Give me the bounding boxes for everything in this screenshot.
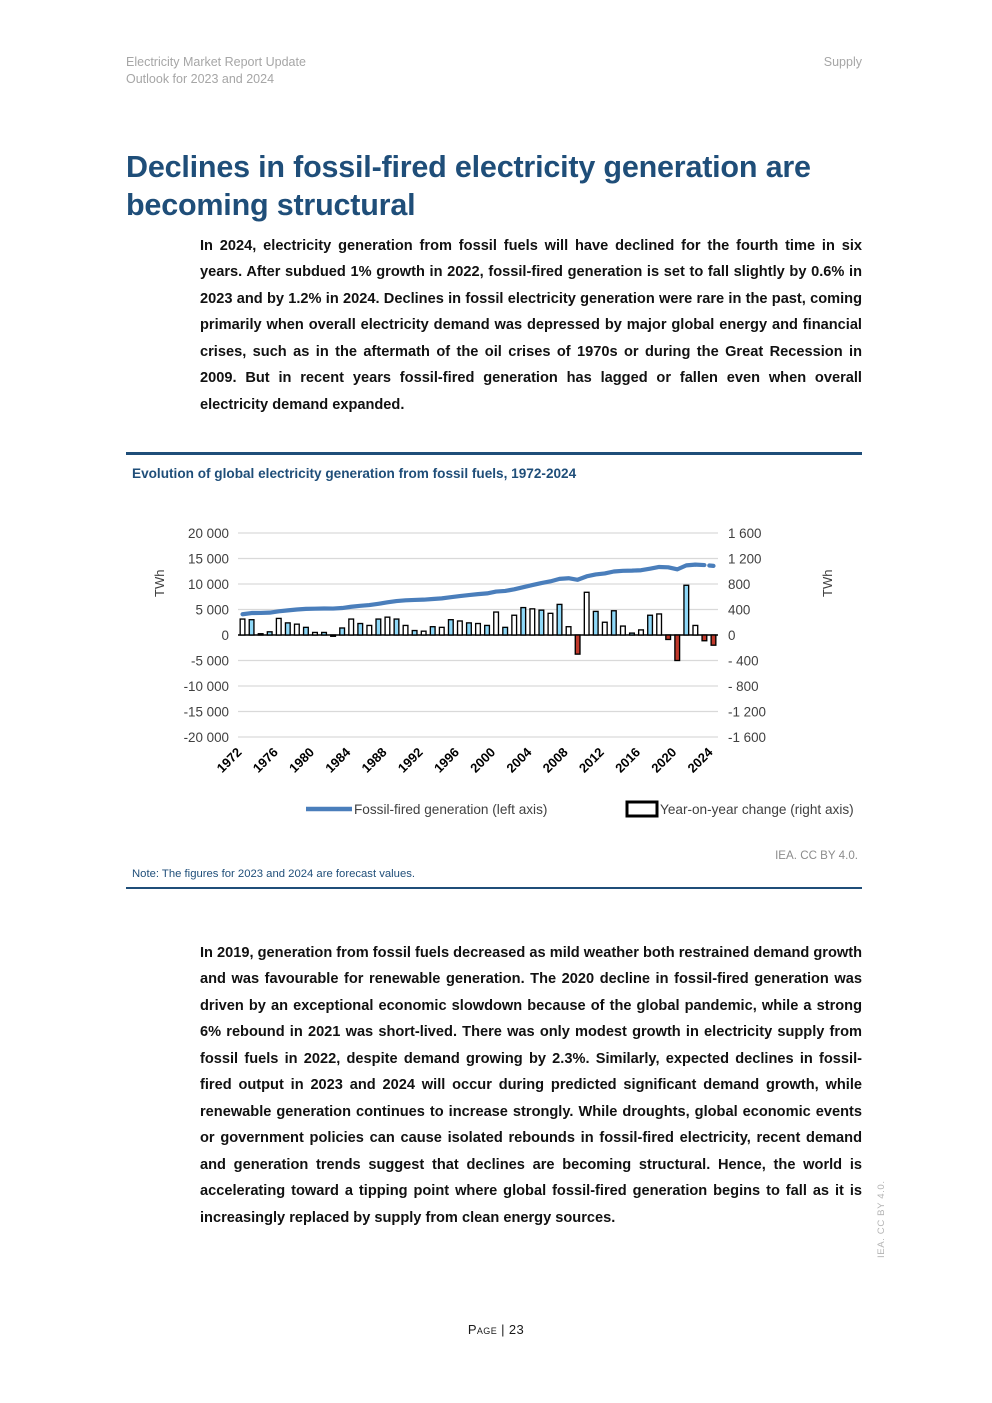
chart-bar [630,633,635,635]
y-axis-tick-label: 0 [221,627,229,643]
x-axis-tick-label: 2008 [539,744,571,776]
y-axis-tick-label: -15 000 [183,704,229,719]
y-axis-tick-label: 5 000 [195,602,229,617]
chart-bar [557,604,562,635]
y-axis-tick-label: 20 000 [188,525,229,541]
chart-bar [485,625,490,635]
chart-bar [611,610,616,634]
chart-bar [376,619,381,635]
chart-bar [258,633,263,634]
legend-label-fossil-generation: Fossil-fired generation (left axis) [354,801,548,817]
x-axis-tick-label: 2016 [612,744,644,776]
chart-bar [367,625,372,635]
x-axis-tick-label: 1988 [358,744,390,776]
y-axis-tick-label: -5 000 [191,653,229,668]
chart-bar [621,626,626,635]
chart-bar [448,619,453,634]
x-axis-tick-label: 1984 [322,744,354,776]
chart-bar [521,607,526,634]
chart-bar [675,635,680,661]
figure-block [126,452,862,889]
chart-bar [304,627,309,635]
x-axis-tick-label: 1992 [394,744,426,776]
y2-axis-tick-label: -1 600 [728,729,766,745]
chart-bar [421,631,426,635]
chart-bar [467,622,472,634]
y2-axis-unit-label: TWh [820,569,835,597]
y2-axis-tick-label: - 400 [728,653,759,668]
body-paragraph-1: In 2024, electricity generation from fossil fuels will have declined for the fourth time in six years. After subdued 1% growth in 2022, fossil-fired generation is set to fall slightly by 0.6% in 2023 and by 1.2% in 2024. Declines in fossil electricity generation were rare in the past, coming primarily when overall electricity demand was depressed by major global energy and financial crises, such as in the aftermath of the oil crises of 1970s or during the Great Recession in 2009. But in recent years fossil-fired generation has lagged or fallen even when overall electricity demand expanded. [200,237,862,413]
side-credit: IEA. CC BY 4.0. [876,1180,887,1258]
chart-bar [276,618,281,635]
chart-bar [249,619,254,634]
chart-bar [639,629,644,634]
y2-axis-tick-label: -1 200 [728,704,766,719]
x-axis-tick-label: 2024 [684,744,716,776]
chart-bar [412,630,417,634]
chart-bar [702,635,707,641]
chart-bar [566,626,571,634]
chart-bar [539,610,544,635]
chart-bar [358,623,363,634]
chart-bar [322,632,327,635]
x-axis-tick-label: 2012 [575,744,607,776]
chart-bar [385,617,390,635]
chart-bar [503,627,508,635]
legend-label-yoy-change: Year-on-year change (right axis) [660,801,854,817]
chart-bar [313,632,318,635]
chart-bar [693,625,698,635]
y2-axis-tick-label: - 800 [728,678,759,694]
x-axis-tick-label: 2000 [467,744,499,776]
y2-axis-tick-label: 1 200 [728,551,762,566]
running-head-section: Supply [823,55,862,69]
chart-bar [711,635,716,645]
body-paragraph-2: In 2019, generation from fossil fuels decreased as mild weather both restrained demand growth and was favourable for renewable generation. The 2020 decline in fossil-fired generation was driven by an exceptional economic slowdown because of the global pandemic, while a strong 6% rebound in 2021 was short-lived. There was only modest growth in electricity supply from fossil fuels in 2022, despite demand growing by 2.3%. Similarly, expected declines in fossil-fired output in 2023 and 2024 will occur during predicted significant demand growth, while renewable generation continues to increase strongly. While droughts, global economic events or government policies can cause isolated rebounds in fossil-fired electricity, recent demand and generation trends suggest that declines are becoming structural. Hence, the world is accelerating toward a tipping point where global fossil-fired generation begins to fall as it is increasingly replaced by supply from clean energy sources. [200,944,862,1226]
y2-axis-tick-label: 0 [728,627,736,643]
y-axis-tick-label: 10 000 [188,576,229,592]
chart-bar [666,635,671,639]
chart-bar [575,635,580,654]
chart-bar [476,623,481,634]
chart-bar [331,635,336,636]
chart-bar [394,619,399,635]
figure-credit: IEA. CC BY 4.0. [775,848,858,862]
y-axis-tick-label: -10 000 [183,678,229,694]
y-axis-tick-label: -20 000 [183,729,229,745]
chart-bar [548,613,553,635]
y2-axis-tick-label: 800 [728,576,751,592]
chart-container [126,485,862,847]
figure-bottom-rule [126,887,862,890]
chart-bar [403,625,408,635]
y-axis-unit-label: TWh [152,569,167,597]
chart-line-fossil-generation [243,564,696,614]
chart-bar [267,631,272,634]
report-name: Electricity Market Report Update [126,55,306,69]
fossil-generation-chart [126,485,862,847]
chart-bar [530,608,535,634]
chart-bar [602,622,607,635]
report-subtitle: Outlook for 2023 and 2024 [126,72,275,86]
chart-bar [240,619,245,635]
legend-marker-bar [627,802,657,816]
chart-bar [593,611,598,635]
x-axis-tick-label: 2020 [648,744,680,776]
chart-bar [512,615,517,635]
chart-bar [584,592,589,635]
chart-bar [430,626,435,634]
chart-bar [439,627,444,635]
y2-axis-tick-label: 400 [728,602,751,617]
x-axis-tick-label: 1996 [430,744,463,776]
x-axis-tick-label: 1980 [286,744,318,776]
chart-bar [295,624,300,635]
chart-line-fossil-generation-forecast [695,564,713,565]
chart-bar [494,612,499,635]
x-axis-tick-label: 1976 [249,744,281,776]
chart-bar [648,615,653,635]
running-head-left [126,54,306,88]
x-axis-tick-label: 1972 [213,744,245,776]
figure-note: Note: The figures for 2023 and 2024 are forecast values. [132,867,416,880]
chart-bar [340,627,345,634]
chart-bar [684,585,689,635]
running-head [126,54,862,88]
page-title: Declines in fossil-fired electricity generation are becoming structural [126,150,811,223]
x-axis-tick-label: 2004 [503,744,535,776]
y2-axis-tick-label: 1 600 [728,525,762,541]
chart-bar [458,620,463,634]
chart-bar [349,619,354,635]
chart-bar [657,613,662,634]
page-footer: Page | 23 [467,1322,525,1337]
figure-title: Evolution of global electricity generation from fossil fuels, 1972-2024 [132,465,577,481]
chart-bar [285,622,290,634]
y-axis-tick-label: 15 000 [188,551,229,566]
